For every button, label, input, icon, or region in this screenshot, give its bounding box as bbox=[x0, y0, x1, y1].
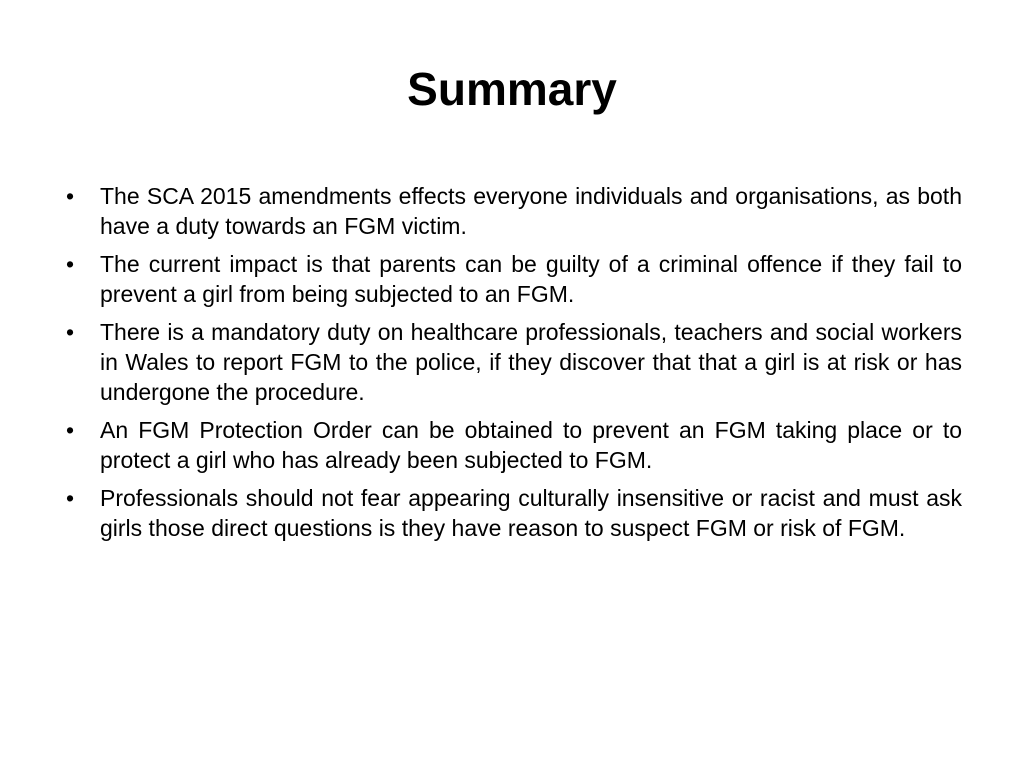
bullet-icon: • bbox=[65, 485, 75, 511]
bullet-list bbox=[65, 181, 962, 551]
bullet-text: An FGM Protection Order can be obtained to prevent an FGM taking place or to protect a girl who has already been subjected to FGM. bbox=[100, 417, 962, 473]
bullet-item-4 bbox=[65, 415, 962, 475]
bullet-icon: • bbox=[65, 183, 75, 209]
bullet-item-1 bbox=[65, 181, 962, 241]
bullet-item-5 bbox=[65, 483, 962, 543]
bullet-item-2 bbox=[65, 249, 962, 309]
bullet-text: There is a mandatory duty on healthcare professionals, teachers and social workers in Wales to report FGM to the police, if they discover that that a girl is at risk or has undergone the procedure. bbox=[100, 319, 962, 405]
slide-title: Summary bbox=[407, 63, 617, 115]
bullet-text: The SCA 2015 amendments effects everyone individuals and organisations, as both have a duty towards an FGM victim. bbox=[100, 183, 962, 239]
bullet-item-3 bbox=[65, 317, 962, 407]
bullet-icon: • bbox=[65, 251, 75, 277]
bullet-text: The current impact is that parents can be guilty of a criminal offence if they fail to prevent a girl from being subjected to an FGM. bbox=[100, 251, 962, 307]
bullet-icon: • bbox=[65, 319, 75, 345]
bullet-icon: • bbox=[65, 417, 75, 443]
bullet-text: Professionals should not fear appearing culturally insensitive or racist and must ask girls those direct questions is they have reason to suspect FGM or risk of FGM. bbox=[100, 485, 962, 541]
